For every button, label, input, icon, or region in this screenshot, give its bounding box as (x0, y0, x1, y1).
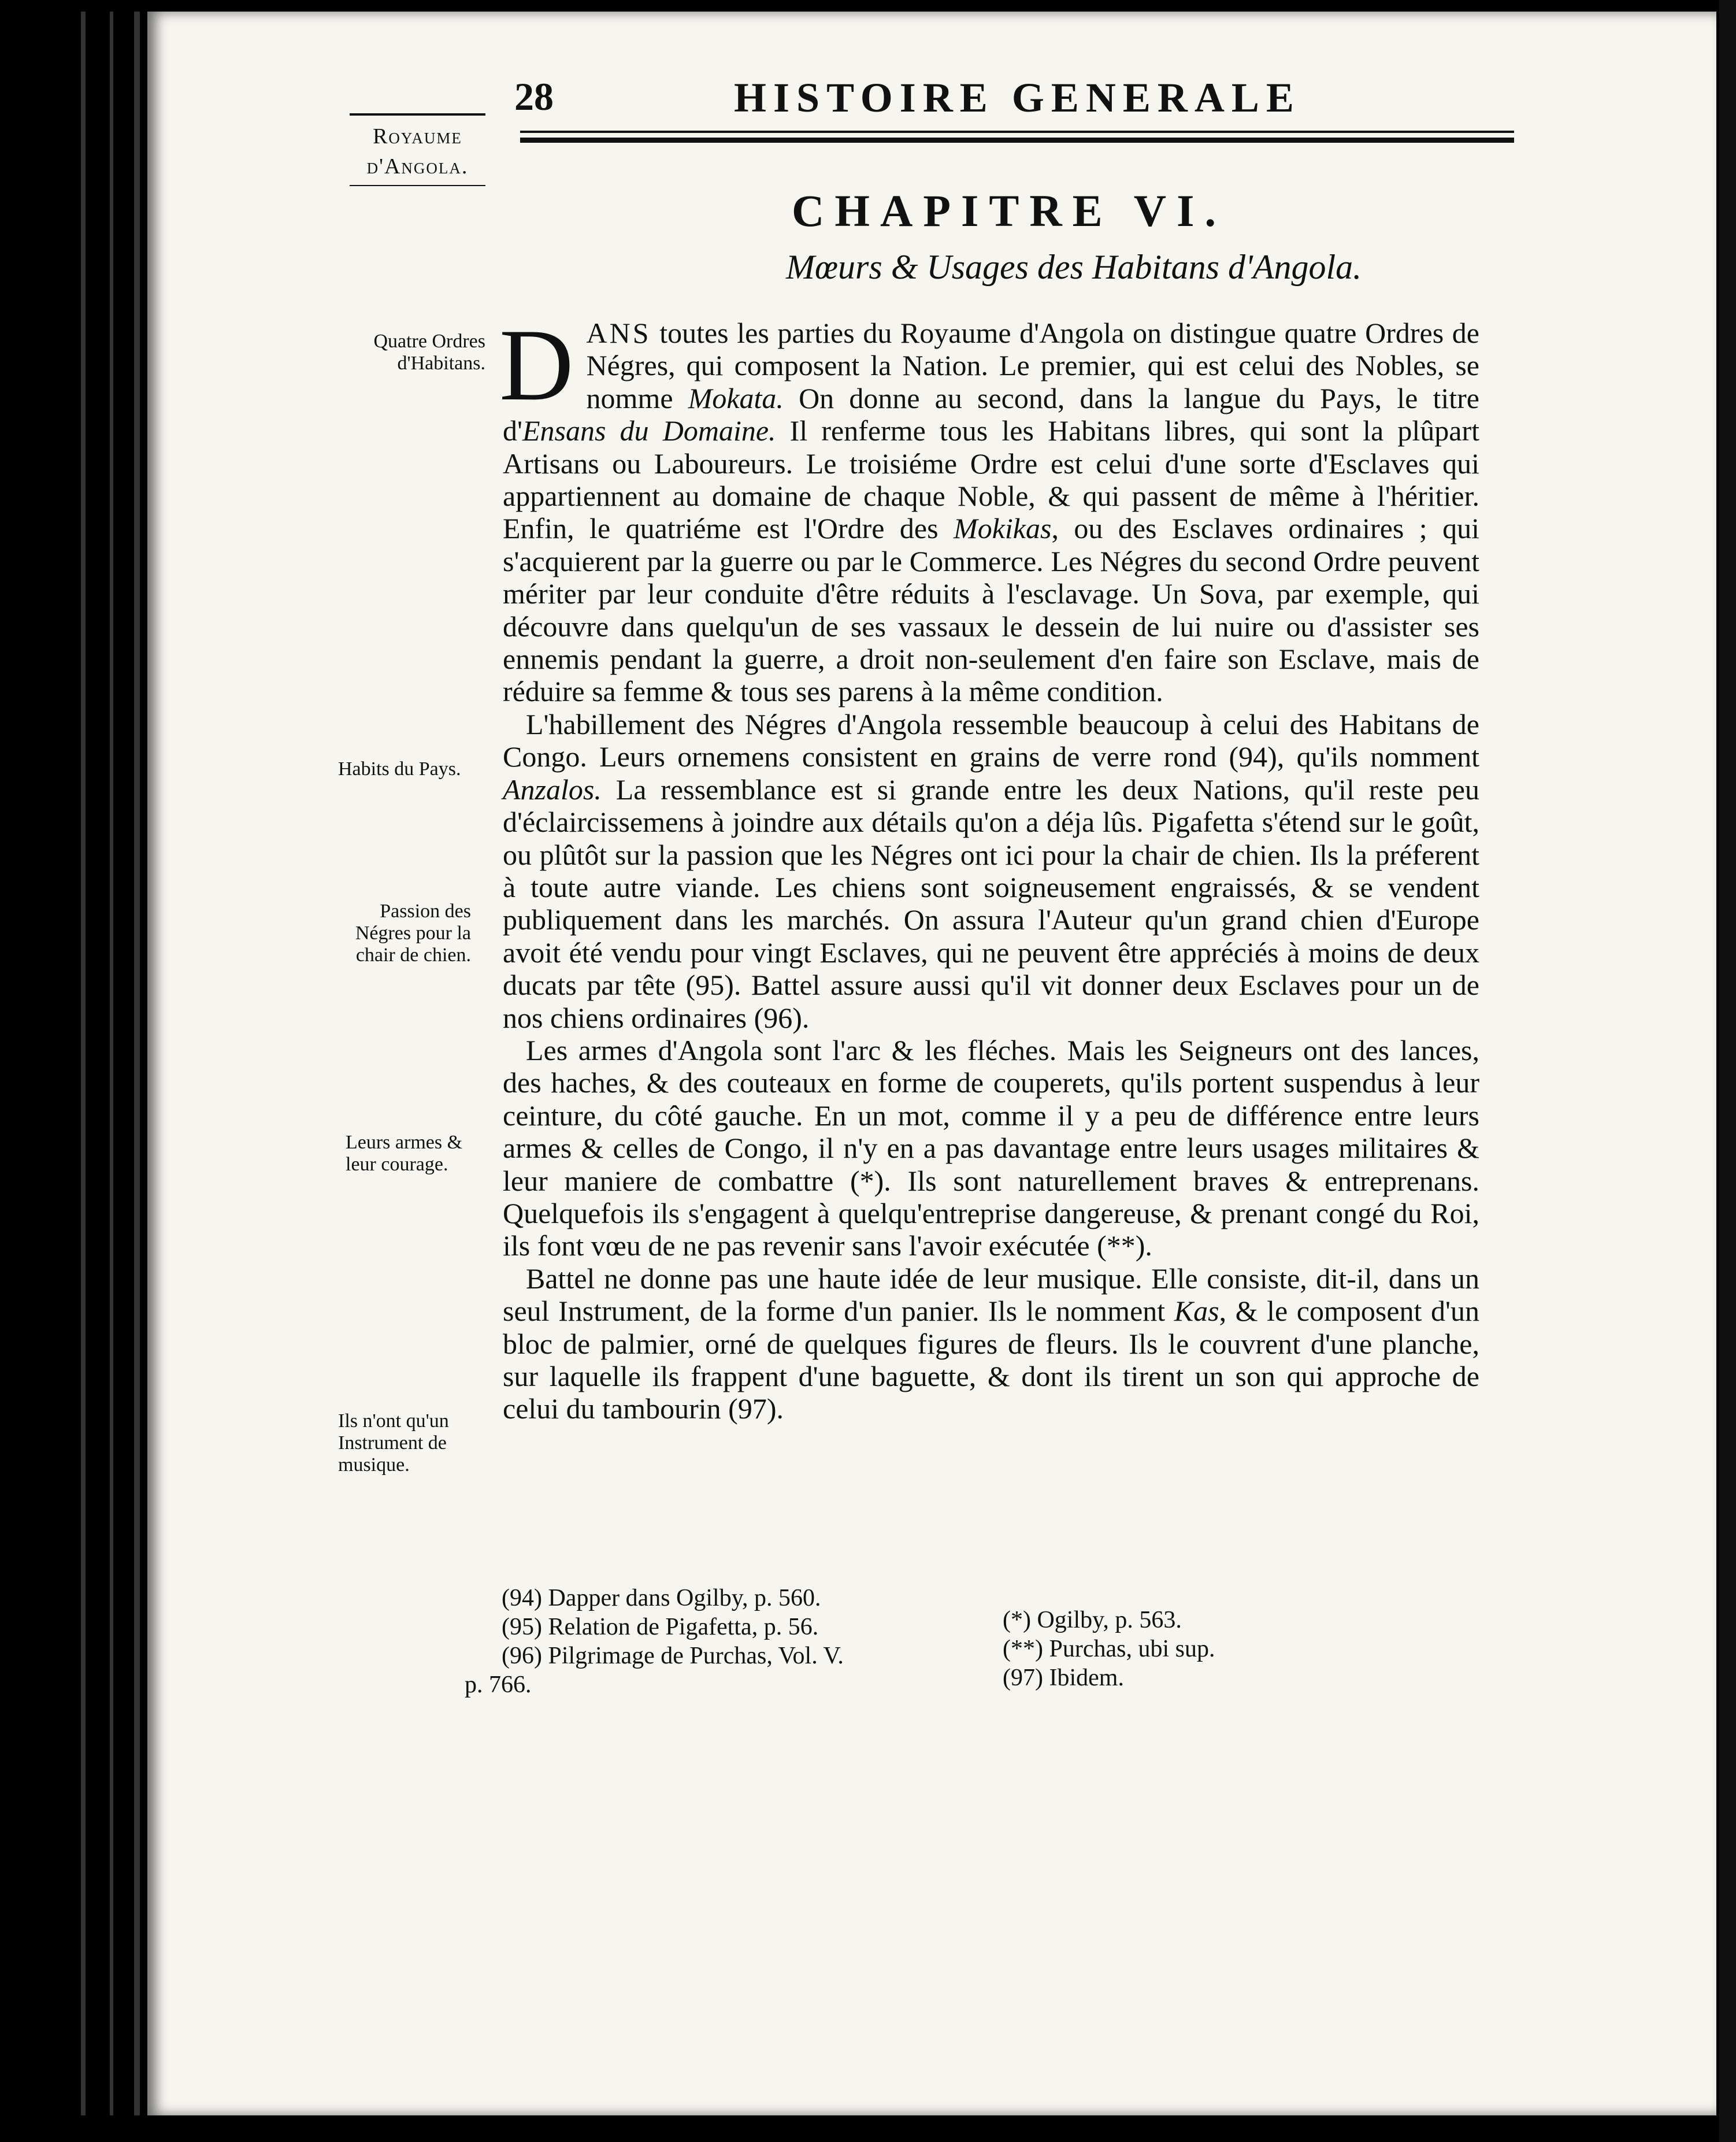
paragraph (503, 1262, 1479, 1425)
drop-cap: D (499, 307, 574, 422)
chapter-title: CHAPITRE VI. (792, 186, 1226, 236)
text-run: , & le composent d'un bloc de palmier, orné de quelques figures de fleurs. Ils le couvrent d'une planche, sur laquelle ils frappent d'une baguette, & dont ils tirent un son qui approche de celui du tambourin (97). (503, 1295, 1479, 1425)
header-rule (520, 131, 1514, 133)
paragraph (499, 307, 1480, 708)
header-rule (520, 138, 1514, 143)
rubric-rule (350, 113, 485, 116)
footnote: (97) Ibidem. (1003, 1665, 1124, 1691)
paragraph (503, 1034, 1479, 1262)
text-run: On donne au second, dans la langue du Pays, le titre d' (503, 381, 1480, 447)
rubric-rule (350, 185, 485, 186)
term-italic: Mokikas (954, 512, 1052, 545)
paragraph (503, 708, 1479, 1034)
footnote: (94) Dapper dans Ogilby, p. 560. (502, 1585, 821, 1611)
gutter-line (134, 12, 140, 2115)
term-italic: Anzalos. (503, 773, 602, 806)
margin-note: Passion des Négres pour la chair de chien. (355, 900, 471, 966)
term-italic: Kas (1174, 1295, 1219, 1328)
footnotes-left (465, 1584, 844, 1699)
text-run: Les armes d'Angola sont l'arc & les fléches. Mais les Seigneurs ont des lances, des haches, & des couteaux en forme de couperets, qu'ils portent suspendus à leur ceinture, du côté gauche. En un mot, comme il y a peu de différence entre leurs armes & celles de Congo, il n'y en a pas davantage entre leurs usages militaires & leur maniere de combattre (*). Ils sont naturellement braves & entreprenans. Quelquefois ils s'engagent à quelqu'entreprise dangereuse, & prenant congé du Roi, ils font vœu de ne pas revenir sans l'avoir exécutée (**). (503, 1033, 1479, 1262)
footnote: (**) Purchas, ubi sup. (1003, 1636, 1215, 1662)
footnote: p. 766. (465, 1672, 532, 1698)
margin-note: Leurs armes & leur courage. (346, 1132, 463, 1175)
term-italic: Ensans du Domaine. (522, 414, 776, 447)
text-run: Battel ne donne pas une haute idée de leur musique. Elle consiste, dit-il, dans un seul Instrument, de la forme d'un panier. Ils le nomment (503, 1262, 1479, 1328)
footnote: (95) Relation de Pigafetta, p. 56. (502, 1614, 819, 1640)
margin-note: Ils n'ont qu'un Instrument de musique. (338, 1410, 449, 1476)
lead-word: ANS (586, 317, 651, 349)
text-run: , ou des Esclaves ordinaires ; qui s'acquierent par la guerre ou par le Commerce. Les Négres du second Ordre peuvent mériter par leur conduite d'être réduits à l'esclavage. Un Sova, par exemple, qui découvre dans quelqu'un de ses vassaux le dessein de lui nuire ou d'assister ses ennemis pendant la guerre, a droit non-seulement d'en faire son Esclave, mais de réduire sa femme & tous ses parens à la même condition. (503, 512, 1479, 708)
page-number: 28 (514, 75, 554, 118)
footnotes-right (1003, 1606, 1215, 1692)
footnote: (96) Pilgrimage de Purchas, Vol. V. (502, 1643, 844, 1669)
margin-note: Quatre Ordres d'Habitans. (373, 331, 485, 374)
body-text (499, 307, 1480, 1425)
margin-note: Habits du Pays. (338, 758, 461, 780)
text-run: L'habillement des Négres d'Angola ressemble beaucoup à celui des Habitans de Congo. Leurs ornemens consistent en grains de verre rond (94), qu'ils nomment (503, 707, 1479, 773)
rubric: Royaume d'Angola. (366, 124, 469, 179)
text-run: La ressemblance est si grande entre les deux Nations, qu'il reste peu d'éclaircissemens à joindre aux détails qu'on a déja lûs. Pigafetta s'étend sur le goût, ou plûtôt sur la passion que les Négres ont ici pour la chair de chien. Ils la préferent à toute autre viande. Les chiens sont soigneusement engraissés, & se vendent publiquement dans les marchés. On assura l'Auteur qu'un grand chien d'Europe avoit été vendu pour vingt Esclaves, qui ne peuvent être appréciés à moins de deux ducats par tête (95). Battel assure aussi qu'il vit donner deux Esclaves pour un de nos chiens ordinaires (96). (503, 773, 1479, 1034)
gutter-line (110, 12, 113, 2115)
text-run: Il renferme tous les Habitans libres, qui sont la plûpart Artisans ou Laboureurs. Le troisiéme Ordre est celui d'une sorte d'Esclaves qui appartiennent au domaine de chaque Noble, & qui passent de même à l'héritier. Enfin, le quatriéme est l'Ordre des (503, 414, 1479, 545)
chapter-subtitle: Mœurs & Usages des Habitans d'Angola. (786, 248, 1362, 286)
gutter-line (81, 12, 86, 2115)
page-edge (1719, 0, 1736, 2142)
running-title: HISTOIRE GENERALE (734, 75, 1301, 121)
term-italic: Mokata. (688, 381, 784, 414)
text-run: toutes les parties du Royaume d'Angola on distingue quatre Ordres de Négres, qui composent la Nation. Le premier, qui est celui des Nobles, se nomme (586, 317, 1479, 414)
footnote: (*) Ogilby, p. 563. (1003, 1607, 1182, 1633)
